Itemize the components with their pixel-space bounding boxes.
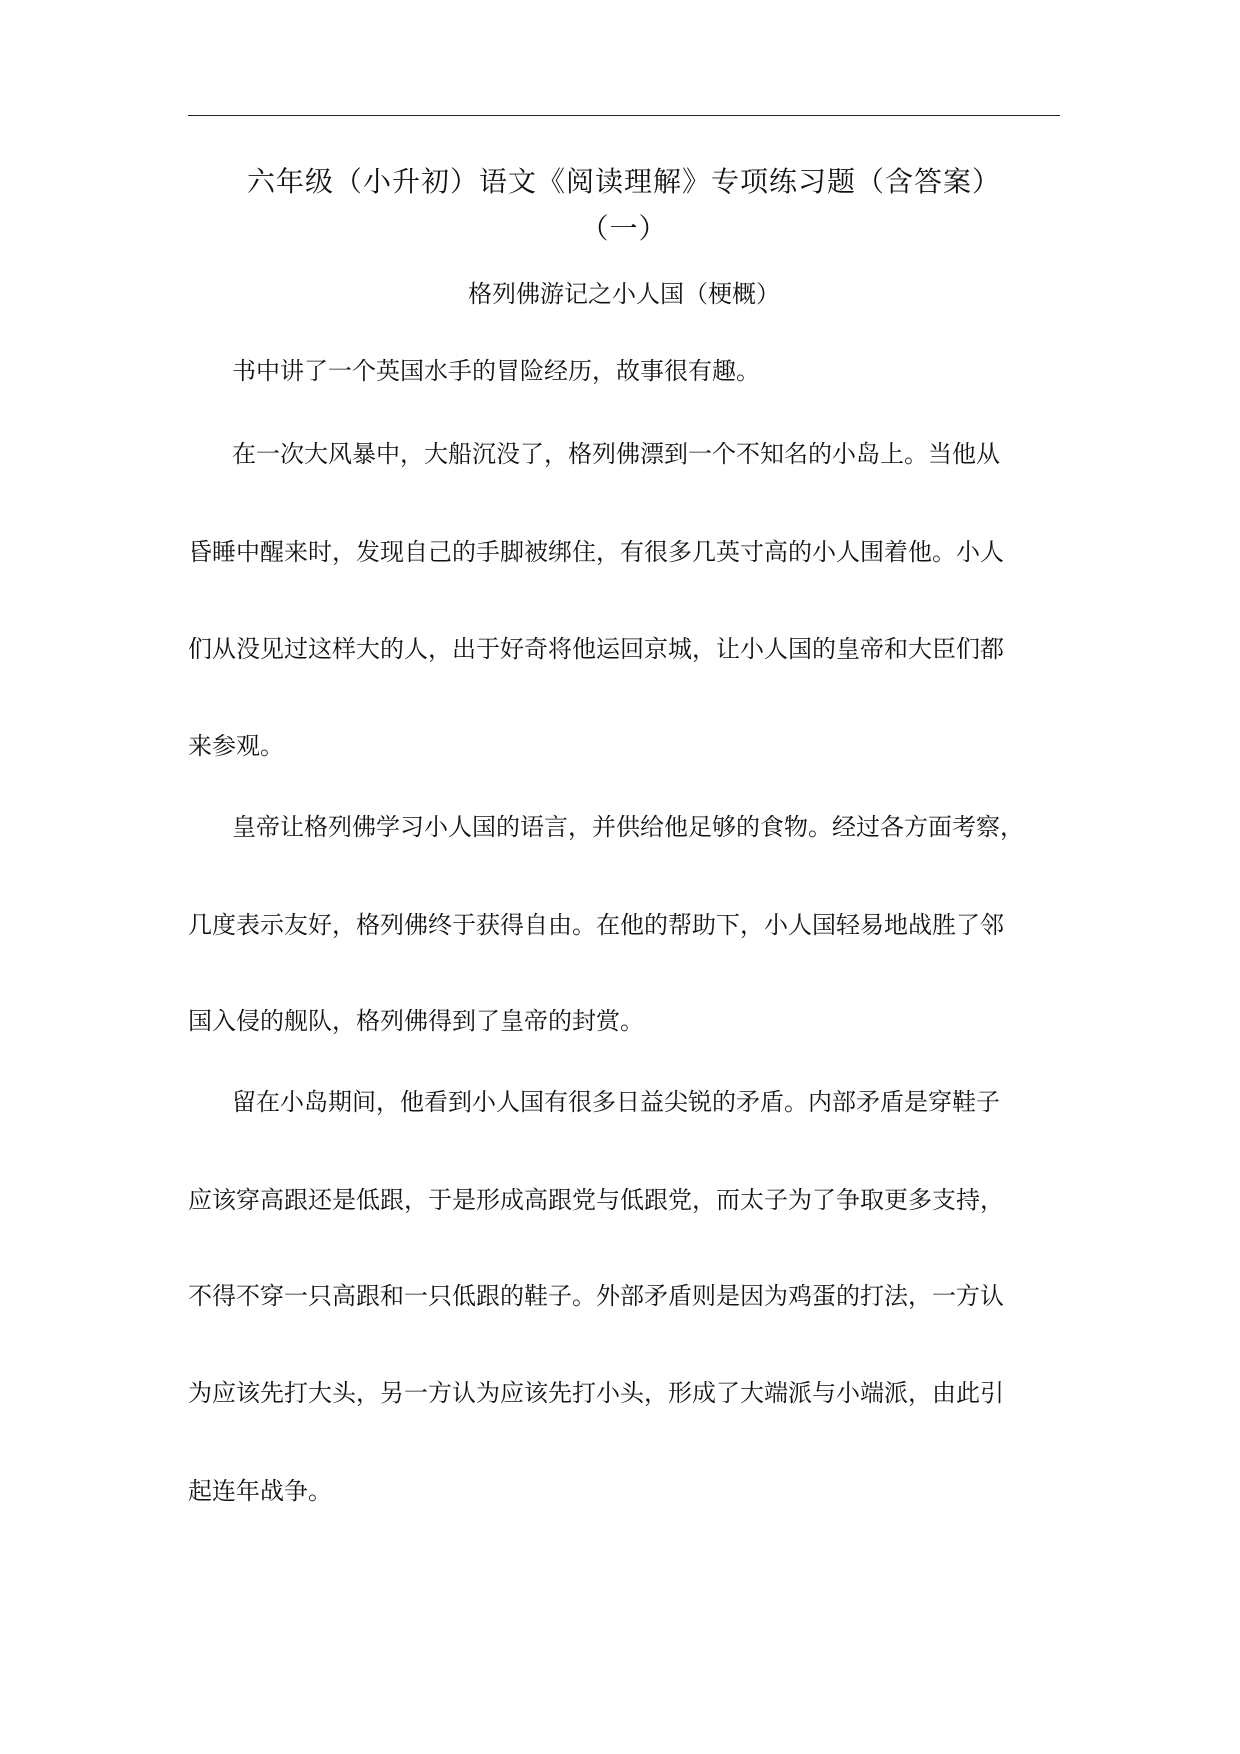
header-rule [188, 115, 1060, 116]
paragraph-line: 们从没见过这样大的人，出于好奇将他运回京城，让小人国的皇帝和大臣们都 [188, 635, 1004, 663]
paragraph-line: 在一次大风暴中，大船沉没了，格列佛漂到一个不知名的小岛上。当他从 [232, 440, 1000, 468]
paragraph-line: 留在小岛期间，他看到小人国有很多日益尖锐的矛盾。内部矛盾是穿鞋子 [232, 1088, 1000, 1116]
document-title-number: （一） [580, 212, 668, 245]
paragraph-line: 起连年战争。 [188, 1477, 332, 1505]
paragraph-line: 皇帝让格列佛学习小人国的语言，并供给他足够的食物。经过各方面考察， [232, 813, 1024, 841]
paragraph-line: 昏睡中醒来时，发现自己的手脚被绑住，有很多几英寸高的小人围着他。小人 [188, 538, 1004, 566]
paragraph-line: 几度表示友好，格列佛终于获得自由。在他的帮助下，小人国轻易地战胜了邻 [188, 911, 1004, 939]
paragraph-line: 不得不穿一只高跟和一只低跟的鞋子。外部矛盾则是因为鸡蛋的打法，一方认 [188, 1282, 1004, 1310]
paragraph-line: 来参观。 [188, 732, 284, 760]
story-title: 格列佛游记之小人国（梗概） [468, 280, 780, 308]
paragraph-line: 应该穿高跟还是低跟，于是形成高跟党与低跟党，而太子为了争取更多支持， [188, 1186, 1004, 1214]
paragraph-line: 国入侵的舰队，格列佛得到了皇帝的封赏。 [188, 1007, 644, 1035]
paragraph-line: 书中讲了一个英国水手的冒险经历，故事很有趣。 [232, 357, 760, 385]
paragraph-line: 为应该先打大头，另一方认为应该先打小头，形成了大端派与小端派，由此引 [188, 1379, 1004, 1407]
document-title: 六年级（小升初）语文《阅读理解》专项练习题（含答案） [246, 165, 1001, 198]
